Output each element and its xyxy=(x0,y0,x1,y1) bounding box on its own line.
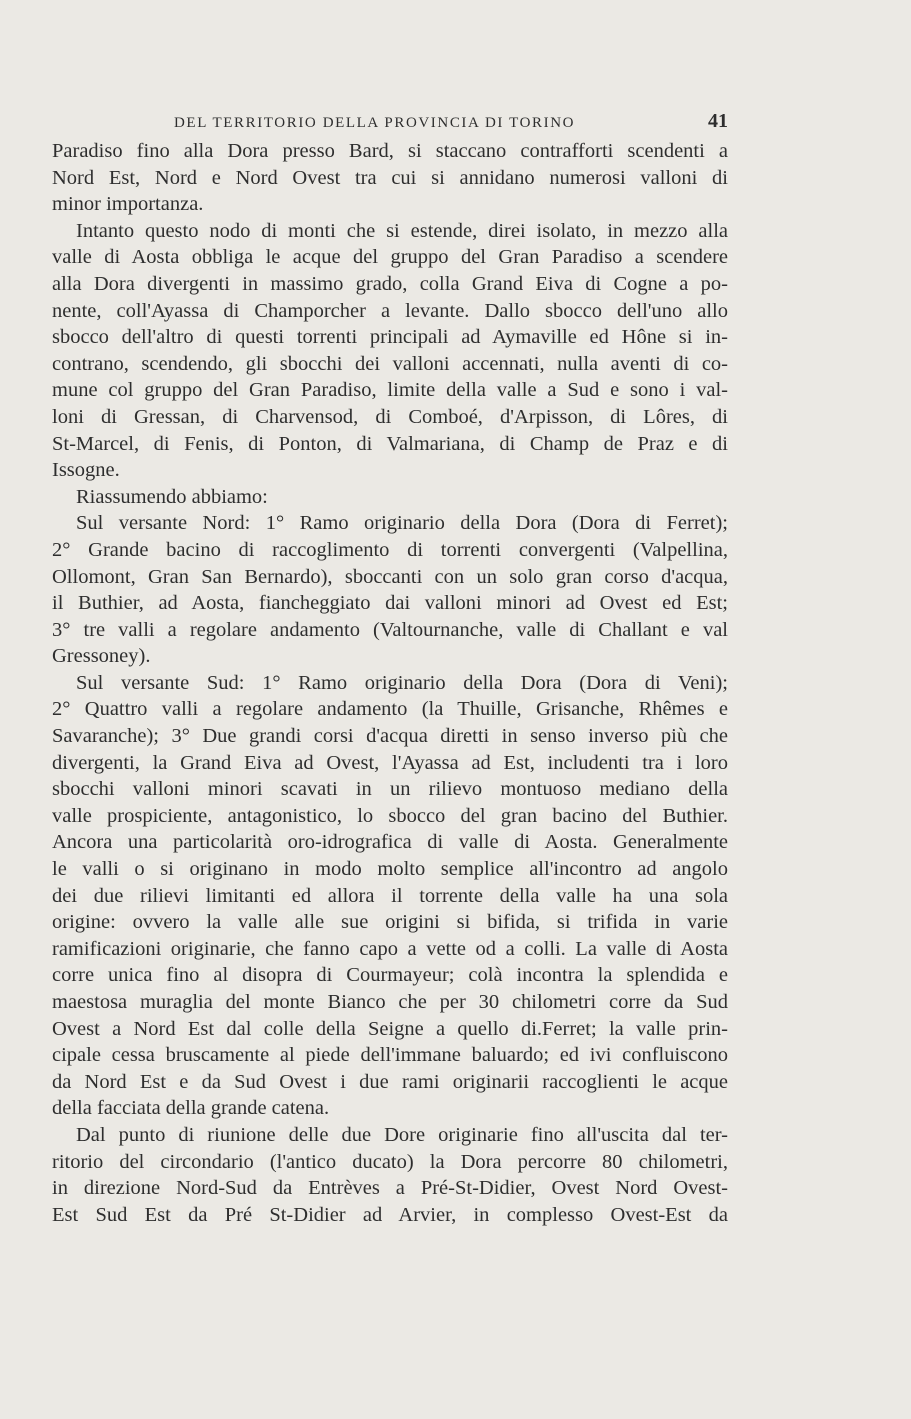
text-line: nente, coll'Ayassa di Champorcher a levante. Dallo sbocco dell'uno allo xyxy=(52,299,728,322)
text-line: Ovest a Nord Est dal colle della Seigne a quello di.Ferret; la valle prin- xyxy=(52,1017,728,1040)
text-line: St-Marcel, di Fenis, di Ponton, di Valmariana, di Champ de Praz e di xyxy=(52,432,728,455)
text-line: ramificazioni originarie, che fanno capo a vette od a colli. La valle di Aosta xyxy=(52,937,728,960)
text-line: 3° tre valli a regolare andamento (Valtournanche, valle di Challant e val xyxy=(52,618,728,641)
running-head: DEL TERRITORIO DELLA PROVINCIA DI TORINO xyxy=(174,115,576,131)
text-line: in direzione Nord-Sud da Entrèves a Pré-St-Didier, Ovest Nord Ovest- xyxy=(52,1177,728,1200)
text-line: ritorio del circondario (l'antico ducato) la Dora percorre 80 chilometri, xyxy=(52,1150,728,1173)
text-line: 2° Grande bacino di raccoglimento di torrenti convergenti (Valpellina, xyxy=(52,538,728,561)
body-text xyxy=(52,138,728,1228)
text-line: sbocco dell'altro di questi torrenti principali ad Aymaville ed Hône si in- xyxy=(52,326,728,349)
text-line: loni di Gressan, di Charvensod, di Comboé, d'Arpisson, di Lôres, di xyxy=(52,405,728,428)
text-line: cipale cessa bruscamente al piede dell'immane baluardo; ed ivi confluiscono xyxy=(52,1044,728,1067)
text-line: il Buthier, ad Aosta, fiancheggiato dai valloni minori ad Ovest ed Est; xyxy=(52,592,728,615)
page-number: 41 xyxy=(708,110,728,132)
text-line: da Nord Est e da Sud Ovest i due rami originarii raccoglienti le acque xyxy=(52,1070,728,1093)
text-line: Est Sud Est da Pré St-Didier ad Arvier, in complesso Ovest-Est da xyxy=(52,1203,728,1226)
text-line: Gressoney). xyxy=(52,645,151,668)
text-line: Issogne. xyxy=(52,459,120,482)
text-line: divergenti, la Grand Eiva ad Ovest, l'Ayassa ad Est, includenti tra i loro xyxy=(52,751,728,774)
text-line: della facciata della grande catena. xyxy=(52,1097,330,1120)
text-line: Sul versante Sud: 1° Ramo originario della Dora (Dora di Veni); xyxy=(76,671,728,694)
text-line: Paradiso fino alla Dora presso Bard, si staccano contrafforti scendenti a xyxy=(52,140,728,162)
text-line: Nord Est, Nord e Nord Ovest tra cui si annidano numerosi valloni di xyxy=(52,166,728,189)
text-line: Ollomont, Gran San Bernardo), sboccanti con un solo gran corso d'acqua, xyxy=(52,565,728,588)
text-line: Riassumendo abbiamo: xyxy=(76,485,268,508)
text-line: valle prospiciente, antagonistico, lo sbocco del gran bacino del Buthier. xyxy=(52,804,728,827)
page-header xyxy=(52,110,728,136)
text-line: minor importanza. xyxy=(52,193,204,216)
text-line: maestosa muraglia del monte Bianco che per 30 chilometri corre da Sud xyxy=(52,991,728,1013)
text-line: dei due rilievi limitanti ed allora il torrente della valle ha una sola xyxy=(52,884,728,907)
text-line: sbocchi valloni minori scavati in un rilievo montuoso mediano della xyxy=(52,778,728,801)
text-line: alla Dora divergenti in massimo grado, colla Grand Eiva di Cogne a po- xyxy=(52,272,728,295)
text-line: corre unica fino al disopra di Courmayeur; colà incontra la splendida e xyxy=(52,964,728,987)
text-line: le valli o si originano in modo molto semplice all'incontro ad angolo xyxy=(52,858,728,881)
text-line: valle di Aosta obbliga le acque del gruppo del Gran Paradiso a scendere xyxy=(52,246,728,269)
text-line: origine: ovvero la valle alle sue origini si bifida, si trifida in varie xyxy=(52,911,728,934)
text-line: Intanto questo nodo di monti che si estende, direi isolato, in mezzo alla xyxy=(76,219,728,242)
text-line: mune col gruppo del Gran Paradiso, limite della valle a Sud e sono i val- xyxy=(52,379,728,402)
text-line: contrano, scendendo, gli sbocchi dei valloni accennati, nulla aventi di co- xyxy=(52,352,728,375)
text-line: 2° Quattro valli a regolare andamento (la Thuille, Grisanche, Rhêmes e xyxy=(52,698,728,721)
text-line: Ancora una particolarità oro-idrografica di valle di Aosta. Generalmente xyxy=(52,831,728,854)
text-line: Dal punto di riunione delle due Dore originarie fino all'uscita dal ter- xyxy=(76,1123,728,1146)
text-line: Savaranche); 3° Due grandi corsi d'acqua diretti in senso inverso più che xyxy=(52,725,728,748)
text-line: Sul versante Nord: 1° Ramo originario della Dora (Dora di Ferret); xyxy=(76,512,728,535)
